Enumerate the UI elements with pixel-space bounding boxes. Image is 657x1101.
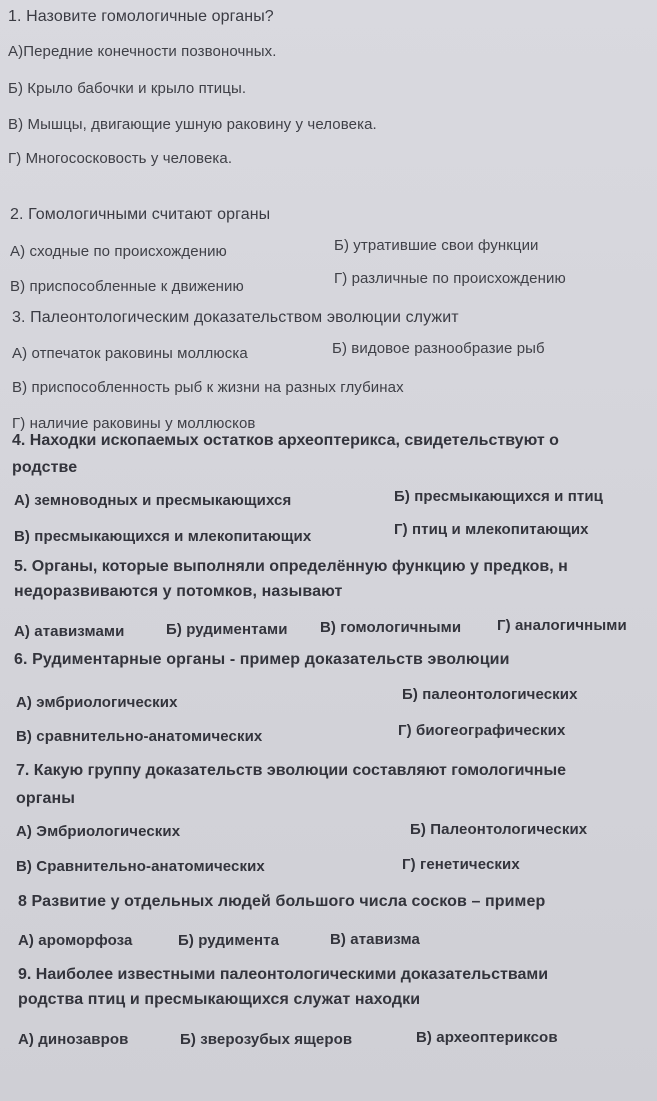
question-1-option-a: А)Передние конечности позвоночных. [8, 43, 277, 60]
question-6-option-c: В) сравнительно-анатомических [16, 728, 263, 745]
question-9-title-line-2: родства птиц и пресмыкающихся служат находки [18, 991, 421, 1008]
question-2-title: 2. Гомологичными считают органы [10, 206, 271, 223]
question-2-option-d: Г) различные по происхождению [334, 270, 566, 287]
question-8-title: 8 Развитие у отдельных людей большого числа сосков – пример [18, 893, 546, 910]
question-1-title: 1. Назовите гомологичные органы? [8, 8, 274, 25]
question-8-option-c: В) атавизма [330, 931, 420, 948]
question-3-option-d: Г) наличие раковины у моллюсков [12, 415, 256, 432]
question-4-title-line-1: 4. Находки ископаемых остатков археоптерикса, свидетельствуют о [12, 432, 559, 449]
question-3-option-c: В) приспособленность рыб к жизни на разных глубинах [12, 379, 404, 396]
question-5-option-d: Г) аналогичными [497, 617, 627, 634]
question-6-option-b: Б) палеонтологических [402, 686, 578, 703]
question-1-option-d: Г) Многососковость у человека. [8, 150, 233, 167]
question-5-option-b: Б) рудиментами [166, 621, 288, 638]
question-6-option-a: А) эмбриологических [16, 694, 178, 711]
question-7-title-line-2: органы [16, 790, 76, 807]
question-2-option-c: В) приспособленные к движению [10, 278, 244, 295]
question-1-option-c: В) Мышцы, двигающие ушную раковину у человека. [8, 116, 377, 133]
question-9-option-c: В) археоптериксов [416, 1029, 558, 1046]
question-4-option-a: А) земноводных и пресмыкающихся [14, 492, 292, 509]
question-4-option-c: В) пресмыкающихся и млекопитающих [14, 528, 312, 545]
question-4-option-b: Б) пресмыкающихся и птиц [394, 488, 603, 505]
question-9-option-b: Б) зверозубых ящеров [180, 1031, 353, 1048]
question-4-option-d: Г) птиц и млекопитающих [394, 521, 589, 538]
question-5-option-a: А) атавизмами [14, 623, 125, 640]
question-3-option-a: А) отпечаток раковины моллюска [12, 345, 248, 362]
question-2-option-b: Б) утратившие свои функции [334, 237, 539, 254]
question-8-option-b: Б) рудимента [178, 932, 280, 949]
question-7-title-line-1: 7. Какую группу доказательств эволюции составляют гомологичные [16, 762, 567, 779]
question-6-title: 6. Рудиментарные органы - пример доказательств эволюции [14, 651, 510, 668]
question-5-title-line-1: 5. Органы, которые выполняли определённую функцию у предков, н [14, 558, 568, 575]
question-3-title: 3. Палеонтологическим доказательством эволюции служит [12, 309, 459, 326]
question-8-option-a: А) ароморфоза [18, 932, 133, 949]
question-3-option-b: Б) видовое разнообразие рыб [332, 340, 545, 357]
question-9-option-a: А) динозавров [18, 1031, 129, 1048]
question-4-title-line-2: родстве [12, 459, 78, 476]
question-2-option-a: А) сходные по происхождению [10, 243, 227, 260]
question-7-option-c: В) Сравнительно-анатомических [16, 858, 265, 875]
question-7-option-a: А) Эмбриологических [16, 823, 181, 840]
question-5-title-line-2: недоразвиваются у потомков, называют [14, 583, 343, 600]
question-7-option-d: Г) генетических [402, 856, 520, 873]
question-5-option-c: В) гомологичными [320, 619, 462, 636]
question-7-option-b: Б) Палеонтологических [410, 821, 588, 838]
question-6-option-d: Г) биогеографических [398, 722, 566, 739]
question-1-option-b: Б) Крыло бабочки и крыло птицы. [8, 80, 247, 97]
question-9-title-line-1: 9. Наиболее известными палеонтологическими доказательствами [18, 966, 549, 983]
